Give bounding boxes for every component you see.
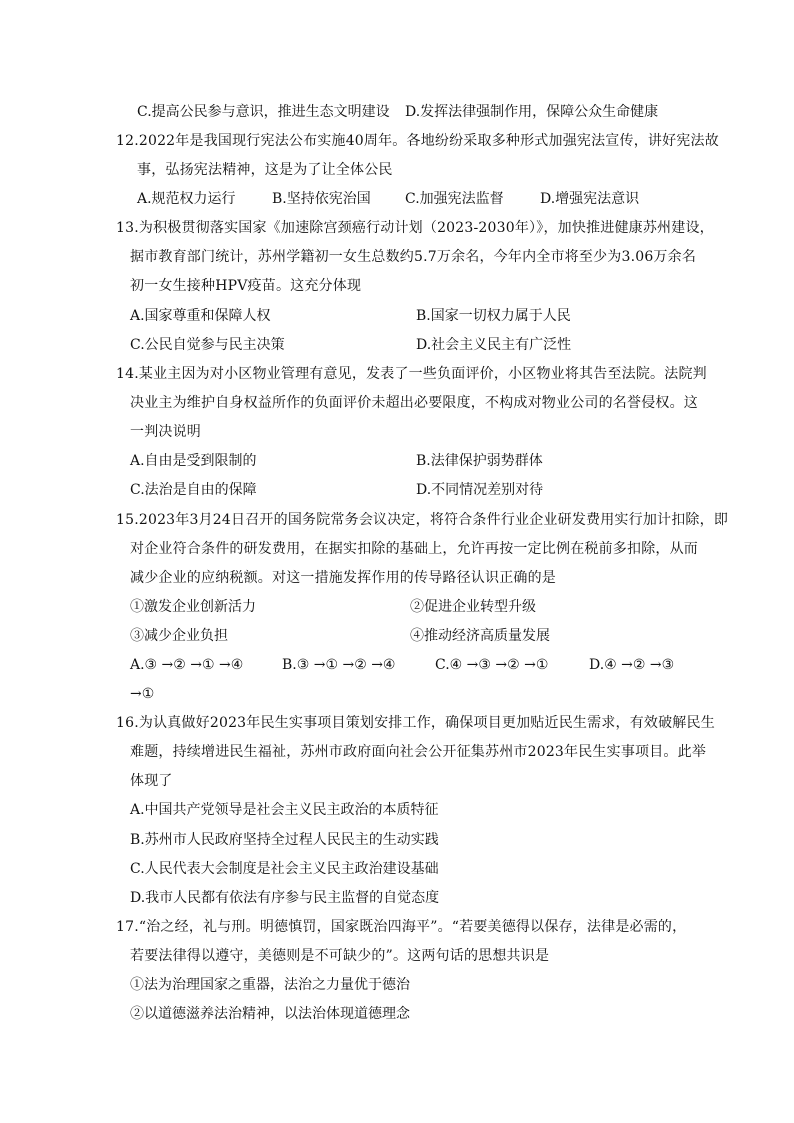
q15-option-a: A.③ →② →① →④ [130, 657, 244, 673]
q13-option-c: C.公民自觉参与民主决策 [130, 337, 285, 353]
q13-stem-line-2: 据市教育部门统计，苏州学籍初一女生总数约5.7万余名，今年内全市将至少为3.06万余名 [130, 249, 697, 265]
q15-stem-line-2: 对企业符合条件的研发费用，在据实扣除的基础上，允许再按一定比例在税前多扣除，从而 [130, 541, 698, 557]
q16-option-b: B.苏州市人民政府坚持全过程人民民主的生动实践 [130, 832, 439, 848]
q11-option-d: D.发挥法律强制作用，保障公众生命健康 [405, 104, 659, 120]
q16-option-a: A.中国共产党领导是社会主义民主政治的本质特征 [130, 802, 439, 818]
q14-stem-line-2: 决业主为维护自身权益所作的负面评价未超出必要限度，不构成对物业公司的名誉侵权。这 [130, 395, 698, 411]
q14-option-b: B.法律保护弱势群体 [416, 453, 543, 469]
q13-stem-line-1: 13.为积极贯彻落实国家《加速除宫颈癌行动计划（2023-2030年）》，加快推进健康苏州建设， [116, 220, 714, 236]
q16-option-c: C.人民代表大会制度是社会主义民主政治建设基础 [130, 861, 439, 877]
q13-option-b: B.国家一切权力属于人民 [416, 308, 571, 324]
q12-stem-line-2: 事，弘扬宪法精神，这是为了让全体公民 [137, 162, 393, 178]
q14-option-d: D.不同情况差别对待 [416, 482, 544, 498]
q13-option-a: A.国家尊重和保障人权 [130, 308, 271, 324]
q15-option-d-continuation: →① [130, 686, 155, 702]
q15-stem-line-1: 15.2023年3月24日召开的国务院常务会议决定，将符合条件行业企业研发费用实行加计扣除，即 [116, 512, 729, 528]
q16-stem-line-2: 难题，持续增进民生福祉，苏州市政府面向社会公开征集苏州市2023年民生实事项目。此举 [130, 744, 707, 760]
q17-stem-line-2: 若要法律得以遵守，美德则是不可缺少的”。这两句话的思想共识是 [130, 948, 550, 964]
q13-option-d: D.社会主义民主有广泛性 [416, 337, 572, 353]
q17-item-2: ②以道德滋养法治精神，以法治体现道德理念 [130, 1006, 410, 1022]
q14-option-a: A.自由是受到限制的 [130, 453, 257, 469]
q11-option-c: C.提高公民参与意识，推进生态文明建设 [137, 104, 390, 120]
q17-item-1: ①法为治理国家之重器，法治之力量优于德治 [130, 977, 410, 993]
q16-stem-line-1: 16.为认真做好2023年民生实事项目策划安排工作，确保项目更加贴近民生需求，有效破解民生 [116, 715, 715, 731]
q15-option-c: C.④ →③ →② →① [435, 657, 549, 673]
q16-stem-line-3: 体现了 [130, 773, 173, 789]
q15-item-2: ②促进企业转型升级 [410, 599, 536, 615]
q15-stem-line-3: 减少企业的应纳税额。对这一措施发挥作用的传导路径认识正确的是 [130, 570, 556, 586]
q16-option-d: D.我市人民都有依法有序参与民主监督的自觉态度 [130, 890, 440, 906]
q12-option-d: D.增强宪法意识 [540, 191, 640, 207]
q13-stem-line-3: 初一女生接种HPV疫苗。这充分体现 [130, 278, 362, 294]
q15-item-4: ④推动经济高质量发展 [410, 628, 550, 644]
q15-option-d: D.④ →② →③ [589, 657, 675, 673]
q12-stem-line-1: 12.2022年是我国现行宪法公布实施40周年。各地纷纷采取多种形式加强宪法宣传，讲好宪法故 [116, 133, 719, 149]
q15-option-b: B.③ →① →② →④ [282, 657, 396, 673]
q15-item-3: ③减少企业负担 [130, 628, 228, 644]
q12-option-c: C.加强宪法监督 [405, 191, 504, 207]
q14-stem-line-3: 一判决说明 [130, 424, 201, 440]
q12-option-b: B.坚持依宪治国 [272, 191, 371, 207]
q14-option-c: C.法治是自由的保障 [130, 482, 257, 498]
q14-stem-line-1: 14.某业主因为对小区物业管理有意见，发表了一些负面评价，小区物业将其告至法院。法院判 [116, 366, 707, 382]
q15-item-1: ①激发企业创新活力 [130, 599, 256, 615]
q12-option-a: A.规范权力运行 [137, 191, 236, 207]
q17-stem-line-1: 17.“治之经，礼与刑。明德慎罚，国家既治四海平”。“若要美德得以保存，法律是必需的， [116, 919, 687, 935]
